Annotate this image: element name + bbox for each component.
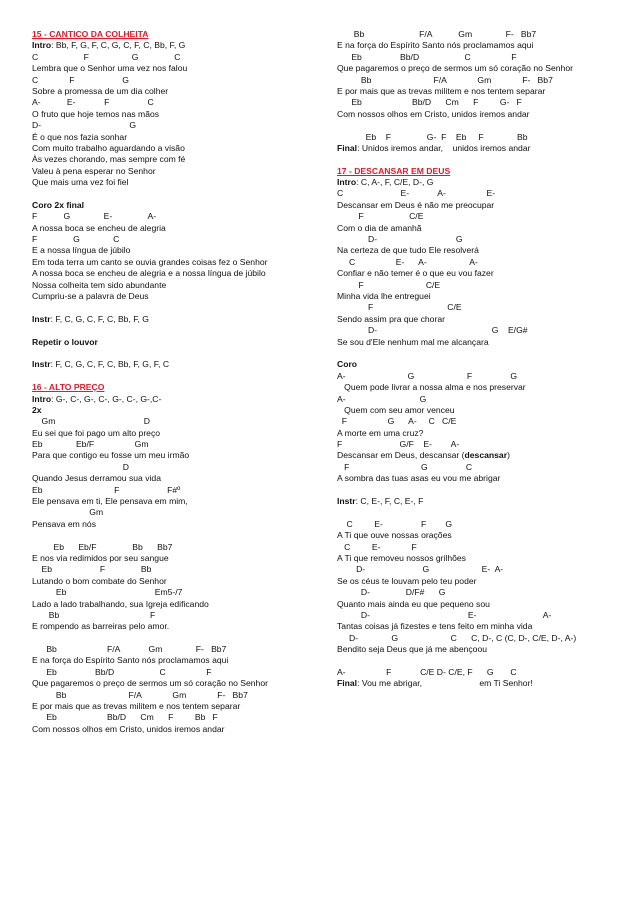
line-text: : Unidos iremos andar, unidos iremos andar <box>357 142 531 153</box>
line-text: : Vou me abrigar, em Ti Senhor! <box>357 678 533 689</box>
labeled-line <box>337 678 633 689</box>
lyric-line: Lembra que o Senhor uma vez nos falou <box>32 63 188 74</box>
chord-line: Eb Em5-/7 <box>32 587 183 598</box>
line-label: Instr <box>32 313 51 324</box>
line-label: Instr <box>32 359 51 370</box>
lyric-line: Se sou d'Ele nenhum mal me alcançara <box>337 336 489 347</box>
blank-line <box>337 348 633 359</box>
lyric-line: A sombra das tuas asas eu vou me abrigar <box>337 473 501 484</box>
chord-line: C E- A- E- <box>337 188 496 199</box>
chord-line: D- D/F# G <box>337 587 446 598</box>
lyric-line: Se os céus te louvam pelo teu poder <box>337 575 477 586</box>
chord-line: F C/E <box>337 211 424 222</box>
lyric-line: Bendito seja Deus que já me abençoou <box>337 644 488 655</box>
song-title: 16 - ALTO PREÇO <box>32 382 105 393</box>
lyric-line: A morte em uma cruz? <box>337 427 424 438</box>
lyric-line: Que pagaremos o preço de sermos um só coração no Senhor <box>32 678 268 689</box>
chord-line: F G A- C C/E <box>337 416 457 427</box>
line-text: : C, A-, F, C/E, D-, G <box>356 177 434 188</box>
blank-line <box>337 154 633 165</box>
left-column <box>32 29 328 735</box>
blank-line <box>32 371 328 382</box>
lyric-line: A nossa boca se encheu de alegria <box>32 222 166 233</box>
lyric-line: E por mais que as trevas militem e nos tentem separar <box>337 85 546 96</box>
lyric-line: Para que contigo eu fosse um meu irmão <box>32 450 190 461</box>
labeled-line <box>32 314 328 325</box>
line-text: : F, C, G, C, F, C, Bb, F, G, F, C <box>50 359 170 370</box>
song-title: 17 - DESCANSAR EM DEUS <box>337 165 451 176</box>
chord-line: Eb Bb/D Cm F G- F <box>337 97 522 108</box>
line-label: Intro <box>337 177 357 188</box>
chord-line: D- G E/G# <box>337 325 528 336</box>
chord-line: Eb F F#º <box>32 484 181 495</box>
lyric-line: Em toda terra um canto se ouvia grandes coisas fez o Senhor <box>32 256 268 267</box>
labeled-line <box>32 394 328 405</box>
lyric-line: Minha vida lhe entreguei <box>337 290 431 301</box>
chord-line: D- G <box>32 120 137 131</box>
labeled-line <box>32 40 328 51</box>
chord-line: A- F C/E D- C/E, F G C <box>337 666 517 677</box>
line-text: : G-, C-, G-, C-, G-, C-, G-,C- <box>51 393 162 404</box>
lyric-line: E por mais que as trevas militem e nos tentem separar <box>32 701 241 712</box>
lyric-line: Quem pode livrar a nossa alma e nos preservar <box>337 382 526 393</box>
lyric-line: A nossa boca se encheu de alegria e a nossa língua de júbilo <box>32 268 266 279</box>
blank-line <box>337 485 633 496</box>
chord-line: A- E- F C <box>32 97 154 108</box>
lyric-line: Sendo assim pra que chorar <box>337 313 445 324</box>
lyric-line: Com nossos olhos em Cristo, unidos iremos andar <box>337 108 530 119</box>
lyric-line: Nossa colheita tem sido abundante <box>32 279 167 290</box>
chord-line: Eb Eb/F Bb Bb7 <box>32 541 173 552</box>
lyric-line: A Ti que ouve nossas orações <box>337 530 452 541</box>
lyric-line: Que pagaremos o preço de sermos um só coração no Senhor <box>337 63 573 74</box>
chord-line: D- G C C, D-, C (C, D-, C/E, D-, A-) <box>337 632 577 643</box>
chord-line: C F G <box>32 74 129 85</box>
blank-line <box>32 302 328 313</box>
song-title: 15 - CANTICO DA COLHEITA <box>32 29 149 39</box>
chord-line: D- G E- A- <box>337 564 504 575</box>
lyric-line: E nos via redimidos por seu sangue <box>32 552 169 563</box>
line-label: Intro <box>32 393 52 404</box>
lyric-line: Lado a lado trabalhando, sua Igreja edificando <box>32 598 209 609</box>
line-text-end: ) <box>507 450 510 461</box>
line-label: Intro <box>32 40 52 51</box>
line-text: : C, E-, F, C, E-, F <box>355 496 424 507</box>
lyric-line <box>337 450 633 461</box>
chord-line: F G C <box>337 461 473 472</box>
chord-line: Bb F/A Gm F- Bb7 <box>337 74 553 85</box>
blank-line <box>32 325 328 336</box>
lyric-line: É o que nos fazia sonhar <box>32 131 128 142</box>
lyric-line: E rompendo as barreiras pelo amor. <box>32 621 170 632</box>
chord-line: C E- F G <box>337 518 453 529</box>
lyric-line: Quanto mais ainda eu que pequeno sou <box>337 598 490 609</box>
line-text: : Bb, F, G, F, C, G, C, F, C, Bb, F, G <box>51 40 186 51</box>
section-heading: 2x <box>32 404 42 415</box>
chord-line: A- G F G <box>337 370 518 381</box>
lyric-line: E a nossa língua de júbilo <box>32 245 131 256</box>
blank-line <box>32 633 328 644</box>
blank-line <box>337 120 633 131</box>
chord-line: C F G C <box>32 51 181 62</box>
lyric-line: Cumpriu-se a palavra de Deus <box>32 290 149 301</box>
chord-line: F C/E <box>337 302 462 313</box>
chord-line: Eb Bb/D C F <box>32 666 212 677</box>
blank-line <box>32 530 328 541</box>
labeled-line <box>337 496 633 507</box>
blank-line <box>32 188 328 199</box>
blank-line <box>337 507 633 518</box>
chord-line: Eb F Bb <box>32 564 152 575</box>
lyric-line: E na força do Espírito Santo nós proclamamos aqui <box>337 40 534 51</box>
line-label: Instr <box>337 496 356 507</box>
chord-line: Bb F/A Gm F- Bb7 <box>32 689 248 700</box>
lyric-line: Com o dia de amanhã <box>337 222 422 233</box>
lyric-line: Pensava em nós <box>32 518 97 529</box>
chord-line: Eb Bb/D Cm F Bb F <box>32 712 218 723</box>
lyric-line: Lutando o bom combate do Senhor <box>32 575 167 586</box>
section-heading: Coro 2x final <box>32 199 85 210</box>
chord-line: Bb F/A Gm F- Bb7 <box>32 644 227 655</box>
lyric-line: Eu sei que foi pago um alto preço <box>32 427 161 438</box>
lyric-line: Com nossos olhos em Cristo, unidos iremos andar <box>32 723 225 734</box>
lyric-line: A Ti que removeu nossos grilhões <box>337 552 466 563</box>
section-heading: Repetir o louvor <box>32 336 98 347</box>
lyric-line: Quem com seu amor venceu <box>337 404 455 415</box>
chord-line: F G C <box>32 234 120 245</box>
lyric-line: Quando Jesus derramou sua vida <box>32 473 161 484</box>
line-label: Final <box>337 142 358 153</box>
chord-line: Eb Bb/D C F <box>337 51 517 62</box>
section-heading: Coro <box>337 359 358 370</box>
lyric-line: O fruto que hoje temos nas mãos <box>32 108 160 119</box>
line-text: : F, C, G, C, F, C, Bb, F, G <box>50 313 149 324</box>
lyric-line: Que mais uma vez foi fiel <box>32 177 129 188</box>
labeled-line <box>337 177 633 188</box>
blank-line <box>337 655 633 666</box>
chord-line: Gm <box>32 507 104 518</box>
line-label: Final <box>337 678 358 689</box>
chord-line: F G/F E- A- <box>337 439 460 450</box>
blank-line <box>32 348 328 359</box>
chord-line: F C/E <box>337 279 441 290</box>
lyric-line: Confiar e não temer é o que eu vou fazer <box>337 268 494 279</box>
lyric-line: E na força do Espírito Santo nós proclamamos aqui <box>32 655 229 666</box>
lyric-line: Na certeza de que tudo Ele resolverá <box>337 245 479 256</box>
lyric-line: Valeu à pena esperar no Senhor <box>32 165 156 176</box>
chord-line: Bb F <box>32 609 156 620</box>
chord-line: Eb F G- F Eb F Bb <box>337 131 528 142</box>
chord-line: C E- A- A- <box>337 256 478 267</box>
chord-line: Eb Eb/F Gm <box>32 439 149 450</box>
right-column <box>337 29 633 690</box>
chord-line: Gm D <box>32 416 150 427</box>
labeled-line <box>32 359 328 370</box>
chord-line: C E- F <box>337 541 417 552</box>
lyric-line: Às vezes chorando, mas sempre com fé <box>32 154 186 165</box>
lyric-line: Ele pensava em ti, Ele pensava em mim, <box>32 496 188 507</box>
lyric-line: Com muito trabalho aguardando a visão <box>32 142 185 153</box>
chord-line: D- E- A- <box>337 609 552 620</box>
chord-line: F G E- A- <box>32 211 157 222</box>
chord-line: D <box>32 461 129 472</box>
labeled-line <box>337 143 633 154</box>
chord-line: A- G <box>337 393 427 404</box>
lyric-line: Sobre a promessa de um dia colher <box>32 85 169 96</box>
lyric-line: Tantas coisas já fizestes e tens feito em minha vida <box>337 621 533 632</box>
chord-line: Bb F/A Gm F- Bb7 <box>337 29 537 39</box>
line-emphasis: descansar <box>464 450 508 461</box>
chord-line: D- G <box>337 234 463 245</box>
line-text: Descansar em Deus, descansar ( <box>337 450 465 461</box>
lyric-line: Descansar em Deus é não me preocupar <box>337 199 495 210</box>
